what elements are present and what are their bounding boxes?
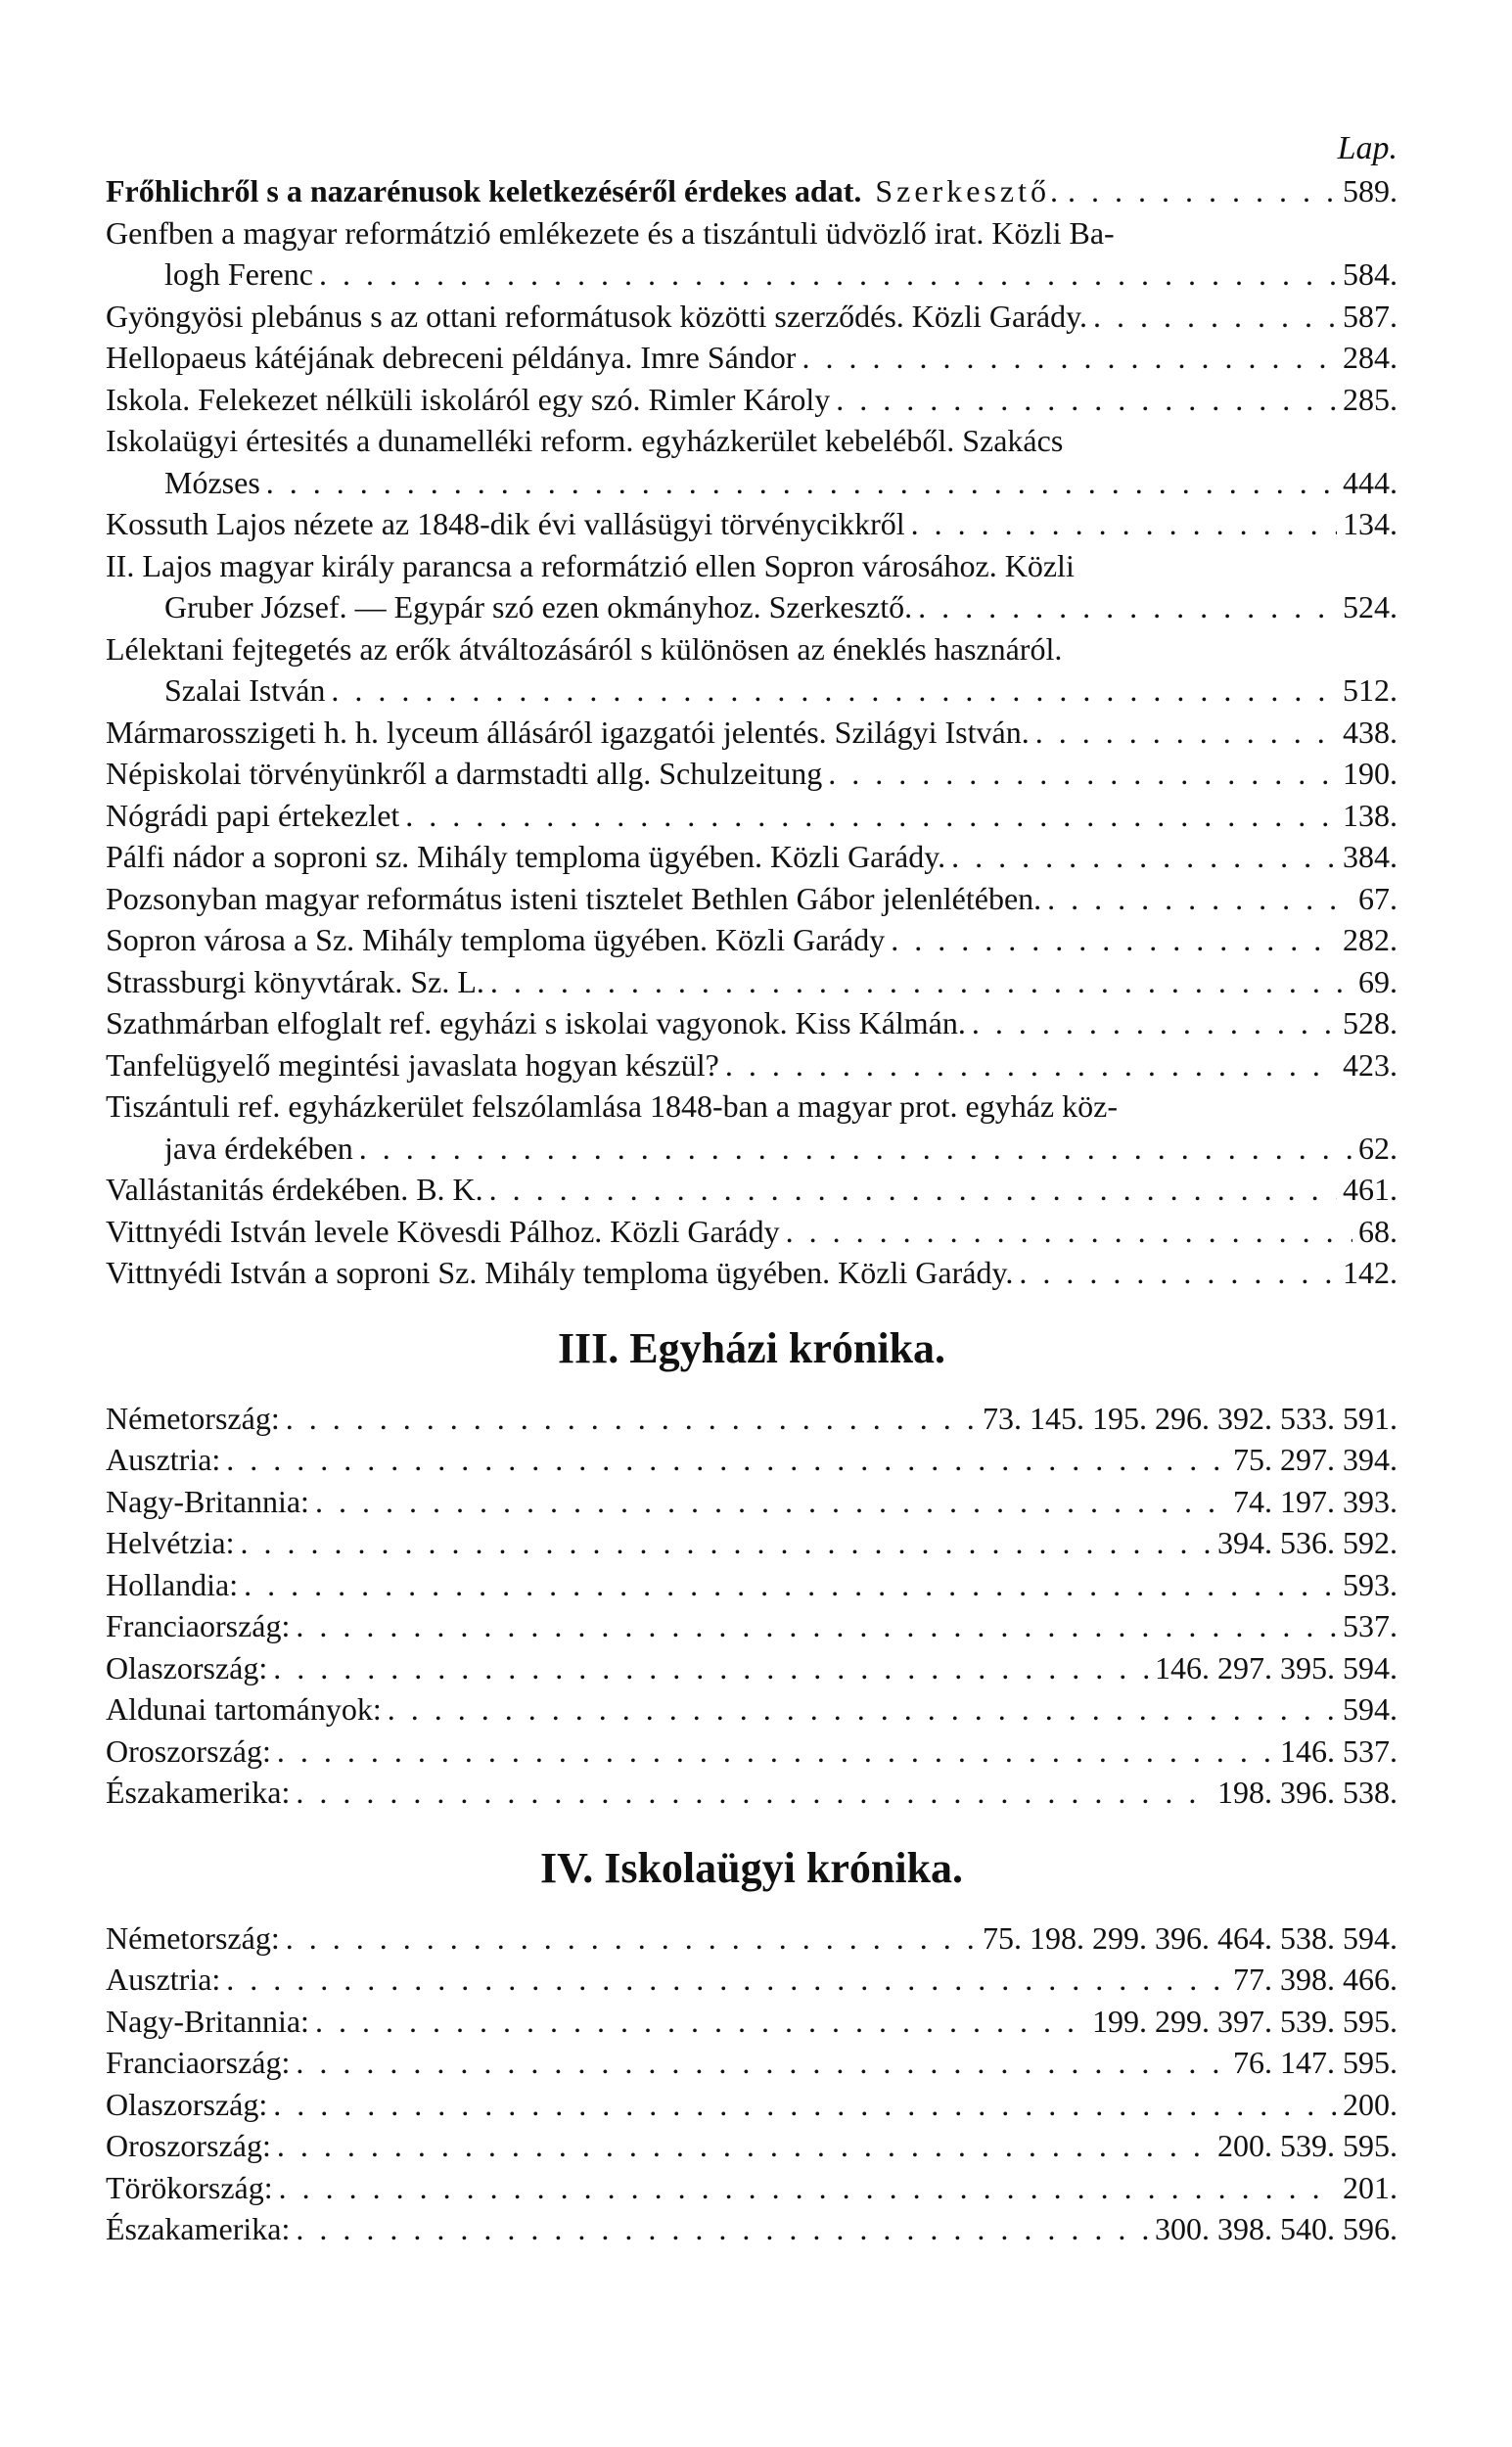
page-number: 190. (1343, 756, 1397, 791)
entry-continuation-text: logh Ferenc (164, 256, 313, 292)
entry-title: Iskola. Felekezet nélküli iskoláról egy szó. Rimler Károly (106, 381, 831, 417)
entry-title: Sopron városa a Sz. Mihály temploma ügyében. Közli Garády (106, 922, 886, 957)
entry-title: Tiszántuli ref. egyházkerület felszólamlása 1848-ban a magyar prot. egyház köz- (106, 1088, 1118, 1124)
country-name: Nagy-Britannia: (106, 1483, 309, 1519)
section-heading: III. Egyházi krónika. (557, 1323, 946, 1372)
page-numbers: 593. (1343, 1566, 1397, 1602)
page-numbers: 200. 539. 595. (1217, 2128, 1397, 2163)
entry-title: Vittnyédi István a soproni Sz. Mihály temploma ügyében. Közli Garády. (106, 1255, 1014, 1290)
index-entry (106, 296, 1397, 338)
page-number: 142. (1343, 1255, 1397, 1290)
leader-dots (277, 1731, 1274, 1773)
country-name: Olaszország: (106, 1649, 268, 1685)
entry-line (106, 961, 1397, 1003)
entry-title: Mármarosszigeti h. h. lyceum állásáról igazgatói jelentés. Szilágyi István. (106, 714, 1030, 750)
country-name: Aldunai tartományok: (106, 1691, 382, 1727)
country-name: Oroszország: (106, 2128, 271, 2163)
country-name: Északamerika: (106, 1775, 291, 1810)
page-numbers: 537. (1343, 1608, 1397, 1643)
entry-line (106, 919, 1397, 961)
entry-line (106, 712, 1397, 754)
country-name: Olaszország: (106, 2086, 268, 2122)
leader-dots (296, 1772, 1212, 1814)
entry-continuation (106, 586, 1397, 628)
entry-line (106, 878, 1397, 920)
page-number: 589. (1343, 173, 1397, 208)
entry-line (106, 212, 1397, 254)
leader-dots (286, 1398, 977, 1440)
country-name: Hollandia: (106, 1566, 239, 1602)
entry-title: Frőhlichről s a nazarénusok keletkezéséről érdekes adat. (106, 173, 862, 208)
page-numbers: 394. 536. 592. (1217, 1525, 1397, 1560)
leader-dots (331, 669, 1337, 712)
leader-dots (296, 2208, 1149, 2250)
leader-dots (1047, 878, 1352, 920)
country-row (106, 1481, 1397, 1523)
entry-line (106, 170, 1397, 212)
page-numbers: 200. (1343, 2086, 1397, 2122)
country-row (106, 1688, 1397, 1731)
page-numbers: 146. 537. (1280, 1732, 1397, 1769)
page-number: 282. (1343, 922, 1397, 957)
page-numbers: 201. (1343, 2169, 1397, 2205)
entry-line (106, 1211, 1397, 1253)
index-page (106, 127, 1397, 2250)
leader-dots (296, 2042, 1227, 2084)
country-name: Helvétzia: (106, 1525, 235, 1560)
entry-line (106, 1169, 1397, 1211)
country-name: Ausztria: (106, 1442, 221, 1477)
entry-line (106, 545, 1397, 587)
index-entry (106, 878, 1397, 920)
entry-continuation-text: Mózses (164, 464, 260, 500)
page-numbers: 300. 398. 540. 596. (1155, 2211, 1397, 2246)
leader-dots (802, 337, 1337, 379)
index-entry (106, 1044, 1397, 1086)
leader-dots (951, 836, 1337, 878)
entry-title: Kossuth Lajos nézete az 1848-dik évi vallásügyi törvénycikkről (106, 506, 905, 541)
country-name: Franciaország: (106, 2045, 291, 2080)
entry-title: Genfben a magyar reformátzió emlékezete és a tiszántuli üdvözlő irat. Közli Ba- (106, 214, 1115, 251)
entry-line (106, 1085, 1397, 1128)
country-name: Törökország: (106, 2169, 273, 2205)
leader-dots (286, 1917, 977, 1960)
country-row (106, 2042, 1397, 2084)
page-number: 528. (1343, 1005, 1397, 1040)
page-numbers: 75. 198. 299. 396. 464. 538. 594. (983, 1919, 1397, 1956)
country-row (106, 2167, 1397, 2209)
leader-dots (273, 1647, 1149, 1689)
page-number: 67. (1358, 880, 1397, 916)
leader-dots (1093, 296, 1337, 338)
page-numbers: 77. 398. 466. (1233, 1962, 1397, 1997)
entry-line (106, 420, 1397, 462)
index-entry (106, 420, 1397, 503)
chronicle-section (106, 1323, 1397, 1814)
entry-title: Népiskolai törvényünkről a darmstadti allg. Schulzeitung (106, 756, 823, 791)
country-row (106, 1647, 1397, 1689)
country-row (106, 1917, 1397, 1960)
leader-dots (972, 1002, 1337, 1044)
country-name: Nagy-Britannia: (106, 2003, 309, 2039)
index-entry (106, 795, 1397, 837)
page-number: 423. (1343, 1046, 1397, 1083)
country-row (106, 1398, 1397, 1440)
entry-title: Hellopaeus kátéjának debreceni példánya. Imre Sándor (106, 340, 797, 375)
country-name: Franciaország: (106, 1608, 291, 1643)
index-entry (106, 1252, 1397, 1294)
country-name: Oroszország: (106, 1732, 271, 1769)
entry-line (106, 628, 1397, 670)
page-number: 584. (1343, 256, 1397, 292)
entry-title: Pozsonyban magyar református isteni tisztelet Bethlen Gábor jelenlétében. (106, 880, 1042, 916)
entry-title: Strassburgi könyvtárak. Sz. L. (106, 963, 484, 999)
country-row (106, 1605, 1397, 1647)
index-entry (106, 628, 1397, 712)
index-entry (106, 379, 1397, 421)
entry-continuation (106, 462, 1397, 504)
leader-dots (828, 753, 1337, 795)
leader-dots (836, 379, 1337, 421)
entry-line (106, 1044, 1397, 1086)
leader-dots (226, 1439, 1227, 1481)
leader-dots (266, 462, 1337, 504)
country-row (106, 2125, 1397, 2167)
entry-continuation (106, 669, 1397, 712)
entry-line (106, 795, 1397, 837)
leader-dots (277, 2125, 1212, 2167)
leader-dots (1068, 170, 1337, 212)
index-entry (106, 753, 1397, 795)
country-row (106, 1731, 1397, 1773)
index-entry (106, 1211, 1397, 1253)
leader-dots (240, 1522, 1212, 1564)
leader-dots (490, 961, 1352, 1003)
page-number: 587. (1343, 298, 1397, 334)
index-entry-list (106, 170, 1397, 1294)
page-number: 69. (1358, 963, 1397, 999)
leader-dots (273, 2084, 1337, 2126)
page-number: 284. (1343, 340, 1397, 375)
page-number: 62. (1358, 1130, 1397, 1166)
index-entry (106, 1169, 1397, 1211)
entry-line (106, 379, 1397, 421)
page-number: 285. (1343, 381, 1397, 417)
leader-dots (359, 1128, 1352, 1170)
entry-line (106, 503, 1397, 545)
country-name: Németország: (106, 1400, 280, 1436)
entry-title: Vallástanitás érdekében. B. K. (106, 1172, 483, 1207)
leader-dots (388, 1688, 1337, 1731)
entry-line (106, 753, 1397, 795)
leader-dots (725, 1044, 1337, 1086)
page-number: 512. (1343, 672, 1397, 708)
page-numbers: 594. (1343, 1691, 1397, 1727)
index-entry (106, 1085, 1397, 1169)
entry-title: Nógrádi papi értekezlet (106, 797, 400, 833)
country-row (106, 1564, 1397, 1606)
entry-title: Tanfelügyelő megintési javaslata hogyan készül? (106, 1046, 719, 1083)
entry-continuation-text: java érdekében (164, 1130, 353, 1166)
entry-title: Pálfi nádor a soproni sz. Mihály temploma ügyében. Közli Garády. (106, 839, 946, 874)
index-entry (106, 170, 1397, 212)
page-number: 444. (1343, 464, 1397, 500)
page-number: 138. (1343, 797, 1397, 833)
page-numbers: 75. 297. 394. (1233, 1442, 1397, 1477)
country-row (106, 1772, 1397, 1814)
country-row (106, 2084, 1397, 2126)
entry-title: Vittnyédi István levele Kövesdi Pálhoz. Közli Garády (106, 1213, 780, 1249)
country-row (106, 1439, 1397, 1481)
entry-continuation-text: Gruber József. — Egypár szó ezen okmányhoz. Szerkesztő. (164, 589, 913, 624)
index-entry (106, 919, 1397, 961)
index-entry (106, 961, 1397, 1003)
index-entry (106, 212, 1397, 296)
entry-title: Gyöngyösi plebánus s az ottani reformátusok közötti szerződés. Közli Garády. (106, 298, 1087, 334)
entry-line (106, 337, 1397, 379)
leader-dots (1035, 712, 1337, 754)
index-entry (106, 337, 1397, 379)
lap-header: Lap. (1337, 130, 1397, 166)
country-row (106, 2001, 1397, 2043)
page-numbers: 73. 145. 195. 296. 392. 533. 591. (983, 1400, 1397, 1436)
page-numbers: 199. 299. 397. 539. 595. (1092, 2003, 1397, 2039)
leader-dots (279, 2167, 1337, 2209)
leader-dots (226, 1959, 1227, 2001)
country-name: Németország: (106, 1919, 280, 1956)
page-number: 524. (1343, 589, 1397, 624)
entry-title: Szathmárban elfoglalt ref. egyházi s iskolai vagyonok. Kiss Kálmán. (106, 1005, 966, 1040)
index-entry (106, 712, 1397, 754)
country-name: Északamerika: (106, 2211, 291, 2246)
index-entry (106, 503, 1397, 545)
page-number: 461. (1343, 1172, 1397, 1207)
leader-dots (319, 254, 1337, 296)
page-number: 68. (1358, 1213, 1397, 1249)
leader-dots (296, 1605, 1337, 1647)
entry-line (106, 1002, 1397, 1044)
leader-dots (405, 795, 1337, 837)
page-number: 438. (1343, 714, 1397, 750)
country-row (106, 1959, 1397, 2001)
country-name: Ausztria: (106, 1962, 221, 1997)
entry-title: Lélektani fejtegetés az erők átváltozásáról s különösen az éneklés hasznáról. (106, 630, 1063, 667)
index-entry (106, 836, 1397, 878)
entry-author: Szerkesztő. (875, 173, 1062, 208)
leader-dots (1019, 1252, 1337, 1294)
country-row (106, 1522, 1397, 1564)
entry-continuation (106, 1128, 1397, 1170)
page-numbers: 74. 197. 393. (1233, 1483, 1397, 1519)
chronicle-sections (106, 1323, 1397, 2250)
entry-line (106, 836, 1397, 878)
leader-dots (315, 1481, 1227, 1523)
entry-continuation-text: Szalai István (164, 672, 326, 708)
page-number: 384. (1343, 839, 1397, 874)
leader-dots (891, 919, 1337, 961)
entry-line (106, 296, 1397, 338)
leader-dots (244, 1564, 1337, 1606)
leader-dots (786, 1211, 1352, 1253)
leader-dots (315, 2001, 1086, 2043)
entry-continuation (106, 254, 1397, 296)
entry-title: II. Lajos magyar király parancsa a reformátzió ellen Sopron városához. Közli (106, 547, 1075, 583)
leader-dots (911, 503, 1337, 545)
entry-title: Iskolaügyi értesités a dunamelléki reform. egyházkerület kebeléből. Szakács (106, 423, 1064, 458)
index-entry (106, 1002, 1397, 1044)
page-numbers: 76. 147. 595. (1233, 2045, 1397, 2080)
leader-dots (918, 586, 1337, 628)
page-numbers: 198. 396. 538. (1217, 1775, 1397, 1810)
section-heading: IV. Iskolaügyi krónika. (539, 1843, 964, 1892)
country-row (106, 2208, 1397, 2250)
page-numbers: 146. 297. 395. 594. (1155, 1649, 1397, 1685)
leader-dots (489, 1169, 1337, 1211)
index-entry (106, 545, 1397, 628)
chronicle-section (106, 1843, 1397, 2250)
page-number: 134. (1343, 506, 1397, 541)
entry-line (106, 1252, 1397, 1294)
